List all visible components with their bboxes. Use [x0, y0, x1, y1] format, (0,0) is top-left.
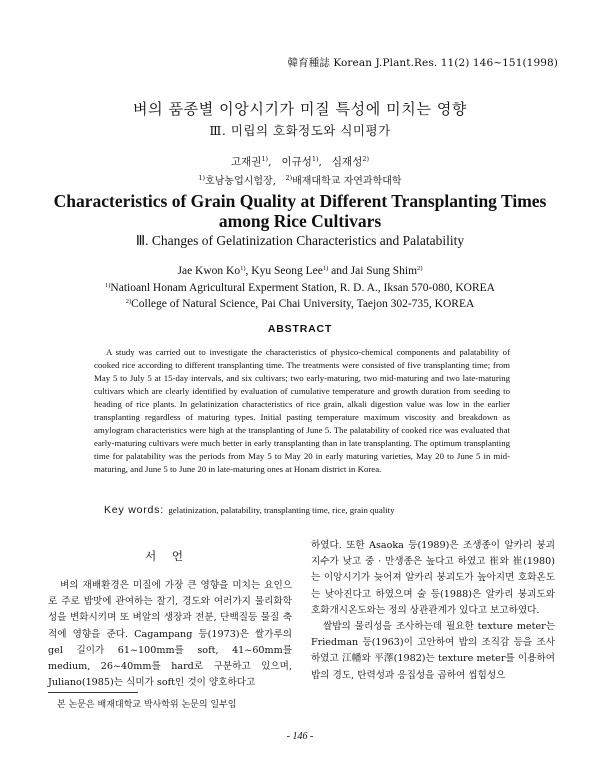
- english-authors: Jae Kwon Ko$^{1)}$, Kyu Seong Lee$^{1)}$ and Jai Sung Shim$^{2)}$: [177, 265, 423, 277]
- footnote: 본 논문은 배재대학교 박사학위 논문의 일부임: [57, 700, 237, 710]
- korean-affiliation: 배재대학교 자연과학대학: [292, 176, 402, 187]
- body-paragraph: 하였다. 또한 Asaoka 등(1989)은 조생종이 알카리 붕괴지수가 낮고 중 · 만생종은 높다고 하였고 崔와 崔(1980)는 이앙시기가 늦어져 알카리 붕괴도가 높아지면 호화온도는 낮아진다고 하였으며 술 등(1988)은 알카리 붕괴도와 호화개시온도와는 정의 상관관계가 있다고 보고하였다.: [311, 540, 555, 616]
- page-number: - 146 -: [286, 731, 314, 742]
- korean-author: 고재권: [230, 156, 262, 168]
- affil-mark: 2): [285, 174, 293, 182]
- author-mark: 1): [240, 265, 246, 272]
- affil-mark: 2): [125, 298, 132, 305]
- affil-mark: 1): [105, 282, 111, 289]
- author-mark: 1): [322, 265, 329, 272]
- body-paragraph: 쌀밥의 물리성을 조사하는데 필요한 texture meter는 Friedman 등(1963)이 고안하여 밥의 조직감 등을 조사하였고 江幡와 平澤(1982)는 texture meter를 이용하여 밥의 경도, 탄력성과 응집성을 곱하여 씹힘성으: [311, 621, 555, 681]
- english-affiliation-text: Natioanl Honam Agricultural Experment Station, R. D. A., Iksan 570-080, KOREA: [110, 282, 495, 294]
- author-mark: 1): [261, 155, 269, 163]
- english-affiliation-2: [0, 298, 600, 310]
- footnote-rule: [48, 692, 138, 693]
- korean-affiliations: $^{1)}$호남농업시험장, $^{2)}$배재대학교 자연과학대학: [198, 174, 402, 187]
- korean-title: 벼의 품종별 이앙시기가 미질 특성에 미치는 영향: [132, 100, 467, 118]
- english-affiliation-text: College of Natural Science, Pai Chai University, Taejon 302-735, KOREA: [131, 298, 475, 310]
- abstract-body: A study was carried out to investigate the characteristics of physico-chemical components and palatability of cooked rice according to different transplanting time. The treatments were consisted of five transplanting time; from May 5 to July 5 at 15-day intervals, and six cultivars; two early-maturing, two mid-maturing and two late-maturing cultivars which are clearly identified by evaluation of cumulative temperature and growth duration from seeding to heading of rice plants. In gelatinization characteristics of rice grain, alkali digestion value was low in the earlier transplanting regardless of maturing types. Initial pasting temperature maximum viscosity and breakdown as amylogram characteristics were high at the transplanting of June 5. The palatability of cooked rice was evaluated that early-maturing cultivars were much better in early transplanting than in late transplanting. The optimum transplanting time for palatability was the periods from May 5 to May 20 in early maturing varieties, May 20 to June 5 in mid-maturing, and June 5 to June 20 in late-maturing ones at Honam district in Korea.: [94, 347, 510, 475]
- english-affiliation-1: [0, 282, 600, 294]
- affil-mark: 1): [198, 174, 206, 182]
- korean-author: 심재성: [331, 156, 363, 168]
- abstract-heading: ABSTRACT: [267, 323, 333, 335]
- english-title: Characteristics of Grain Quality at Different Transplanting Times among Rice Cultivars: [53, 191, 547, 231]
- author-mark: 1): [311, 155, 319, 163]
- body-left-column: 벼의 재배환경은 미질에 가장 큰 영향을 미치는 요인으로 주로 밥맛에 관여하는 찰기, 경도와 여러가지 물리화학성을 변화시키며 또 벼알의 생장과 전분, 단백질등 물질 축적에 영향을 준다. Cagampang 등(1973)은 쌀가루의 gel 길이가 61~100mm를 soft, 41~60mm를 medium, 26~40mm를 hard로 구분하고 있으며, Juliano(1985)는 식미가 soft인 것이 양호하다고: [48, 580, 292, 689]
- korean-author: 이규성: [281, 156, 312, 168]
- journal-header: 韓育種誌 Korean J.Plant.Res. 11(2) 146~151(1998): [287, 57, 558, 69]
- body-right-column: [311, 538, 555, 684]
- korean-affiliation: 호남농업시험장: [205, 176, 273, 187]
- keywords-text: gelatinization, palatability, transplanting time, rice, grain quality: [168, 505, 395, 515]
- english-author: Jai Sung Shim: [350, 265, 418, 277]
- keywords-label: Key words:: [104, 504, 164, 516]
- korean-subtitle: Ⅲ. 미립의 호화정도와 식미평가: [209, 123, 391, 138]
- english-author: Kyu Seong Lee: [251, 265, 323, 277]
- english-subtitle: Ⅲ. Changes of Gelatinization Characteristics and Palatability: [135, 233, 465, 248]
- section-heading-introduction: 서 언: [145, 549, 189, 563]
- korean-authors: 고재권$^{1)}$, 이규성$^{1)}$, 심재성$^{2)}$: [230, 155, 370, 168]
- author-mark: 2): [362, 155, 370, 163]
- keywords: [104, 504, 394, 516]
- author-mark: 2): [417, 265, 423, 272]
- english-author: Jae Kwon Ko: [177, 265, 241, 277]
